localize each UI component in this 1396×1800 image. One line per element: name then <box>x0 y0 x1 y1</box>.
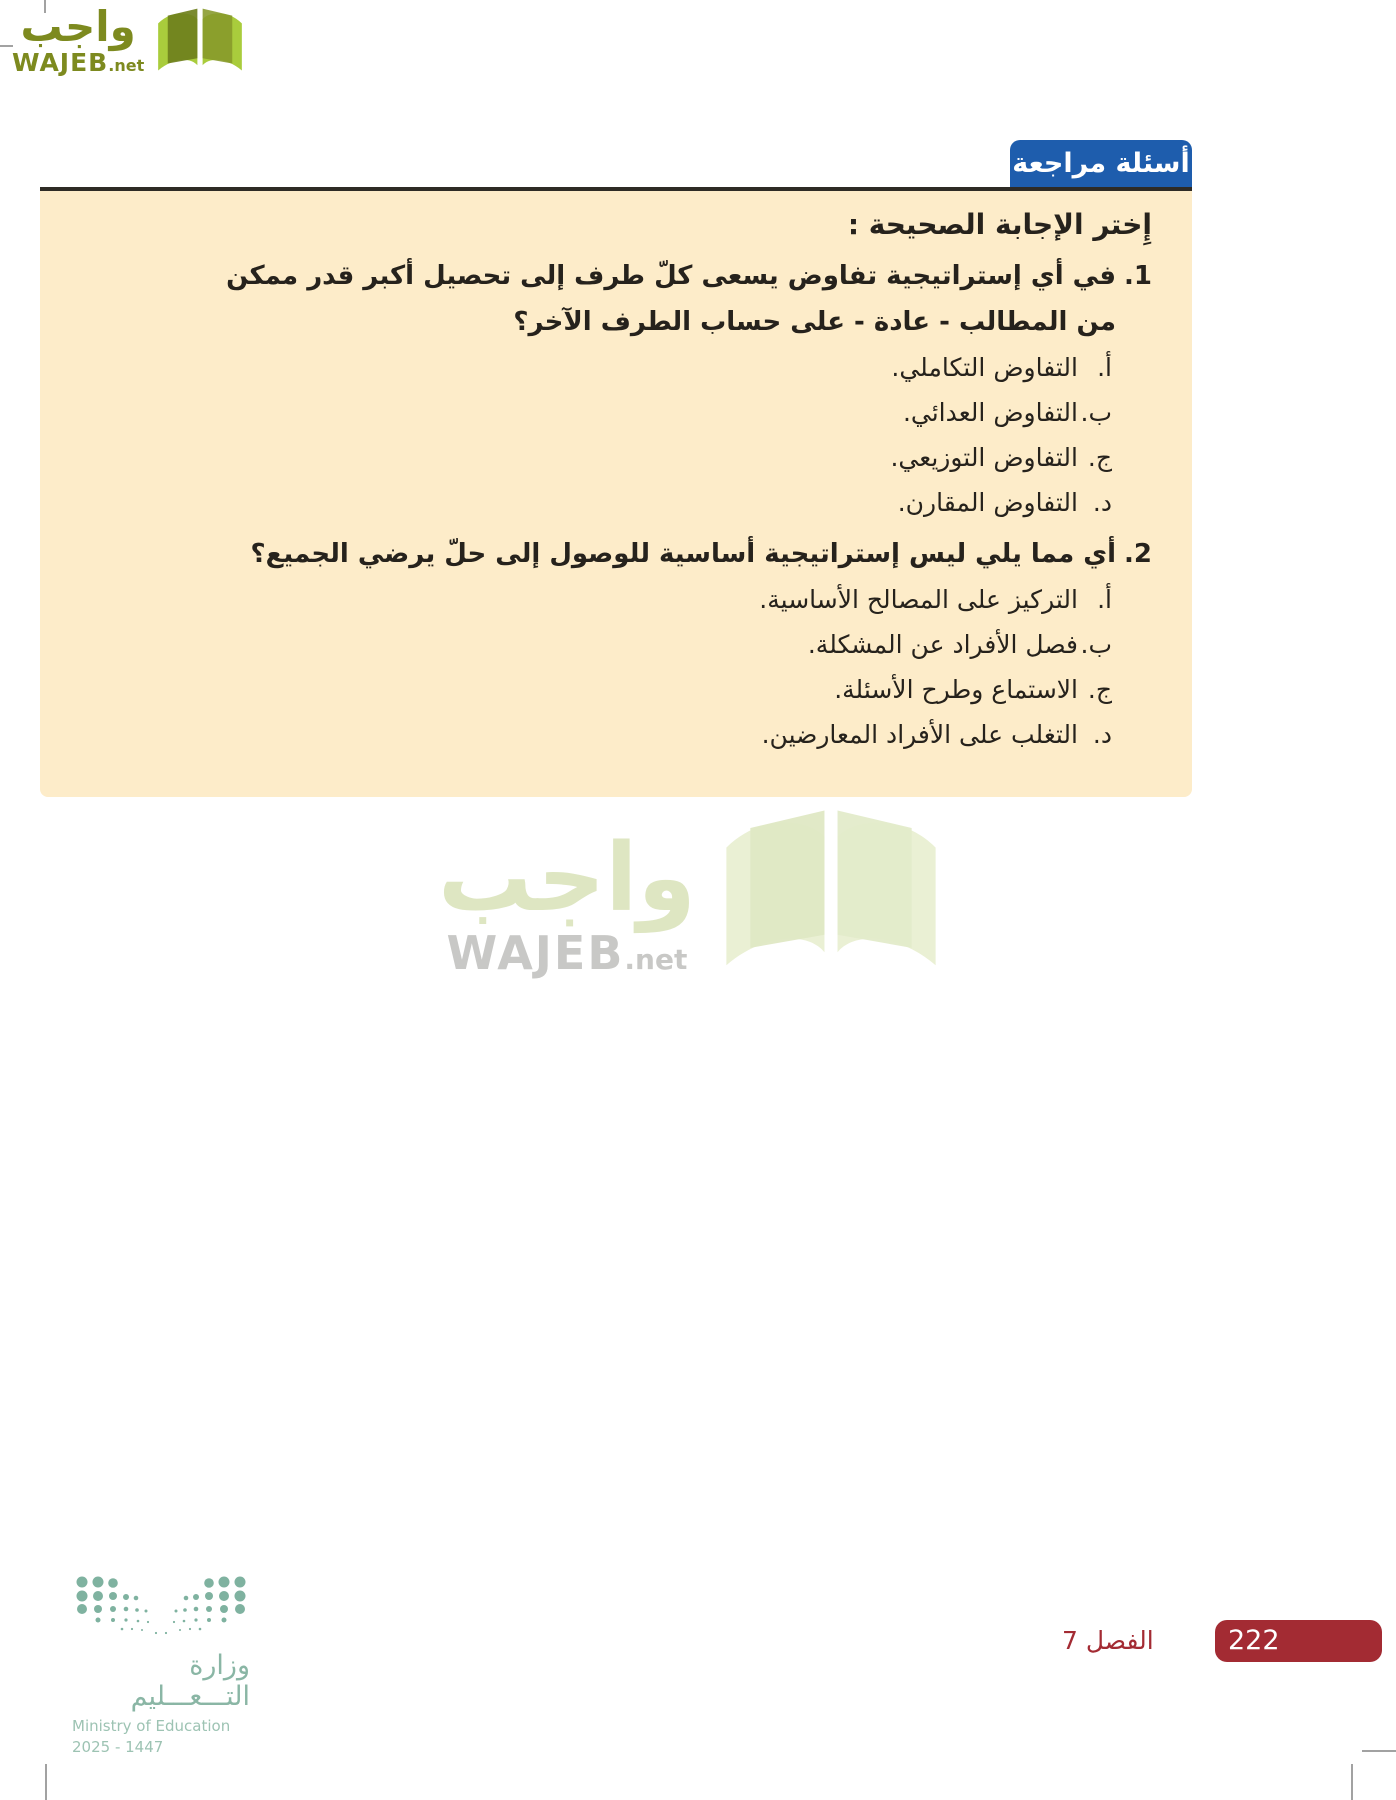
question-2 <box>100 531 1152 577</box>
review-questions-badge <box>1010 140 1192 187</box>
page-number: 222 <box>1228 1625 1280 1656</box>
option-1b-letter: ب. <box>1080 398 1112 427</box>
option-1a-text: التفاوض التكاملي. <box>891 353 1078 382</box>
option-2d-text: التغلب على الأفراد المعارضين. <box>761 720 1078 749</box>
option-2b-letter: ب. <box>1080 630 1112 659</box>
quiz-panel <box>40 187 1192 797</box>
question-2-options <box>100 577 1112 757</box>
wajeb-watermark-arabic: واجب <box>438 824 696 933</box>
option-2a-letter: أ. <box>1097 585 1112 614</box>
option-2a-text: التركيز على المصالح الأساسية. <box>759 585 1078 614</box>
wajeb-watermark-text <box>438 798 696 980</box>
option-2d <box>100 712 1112 757</box>
option-2c-letter: ج. <box>1087 675 1112 704</box>
wajeb-watermark <box>438 798 940 980</box>
option-1b-text: التفاوض العدائي. <box>902 398 1078 427</box>
option-2c-text: الاستماع وطرح الأسئلة. <box>834 675 1078 704</box>
option-1c <box>100 435 1112 480</box>
wajeb-logo <box>12 2 244 77</box>
question-2-text: أي مما يلي ليس إستراتيجية أساسية للوصول إلى حلّ يرضي الجميع؟ <box>250 539 1116 569</box>
ministry-dots-icon <box>72 1572 250 1636</box>
option-2d-letter: د. <box>1092 720 1112 749</box>
option-2b-text: فصل الأفراد عن المشكلة. <box>807 630 1078 659</box>
option-2a <box>100 577 1112 622</box>
question-1-number: 1. <box>1124 261 1152 291</box>
option-1b <box>100 390 1112 435</box>
question-2-number: 2. <box>1124 539 1152 569</box>
option-1a-letter: أ. <box>1097 353 1112 382</box>
chapter-label: الفصل 7 <box>1062 1626 1154 1655</box>
open-book-icon <box>156 6 244 74</box>
crop-mark <box>1351 1764 1353 1800</box>
ministry-of-education-logo <box>72 1572 272 1756</box>
option-1c-letter: ج. <box>1087 443 1112 472</box>
quiz-instruction: إِختر الإجابة الصحيحة : <box>847 208 1152 241</box>
wajeb-watermark-tld: .net <box>624 943 688 976</box>
wajeb-logo-name: WAJEB <box>12 48 109 77</box>
wajeb-logo-latin <box>12 48 144 77</box>
wajeb-logo-arabic: واجب <box>20 2 136 51</box>
question-1-text: في أي إستراتيجية تفاوض يسعى كلّ طرف إلى تحصيل أكبر قدر ممكن من المطالب - عادة - على حساب الطرف الآخر؟ <box>226 261 1116 337</box>
ministry-years: 2025 - 1447 <box>72 1738 164 1756</box>
question-1-options <box>100 345 1112 525</box>
option-2c <box>100 667 1112 712</box>
option-1d-letter: د. <box>1092 488 1112 517</box>
wajeb-logo-text <box>12 2 145 77</box>
ministry-english-title: Ministry of Education <box>72 1717 231 1735</box>
crop-mark <box>1362 1750 1396 1752</box>
wajeb-watermark-latin <box>438 926 696 980</box>
wajeb-logo-tld: .net <box>108 56 145 75</box>
option-1d <box>100 480 1112 525</box>
page-number-badge <box>1215 1620 1382 1662</box>
option-1d-text: التفاوض المقارن. <box>897 488 1078 517</box>
review-questions-label: أسئلة مراجعة <box>1012 148 1190 179</box>
open-book-watermark-icon <box>722 798 940 980</box>
ministry-arabic-title: وزارة التـــعـــليم <box>130 1650 250 1712</box>
question-1 <box>100 253 1152 345</box>
option-1a <box>100 345 1112 390</box>
wajeb-watermark-name: WAJEB <box>446 926 625 980</box>
option-1c-text: التفاوض التوزيعي. <box>890 443 1078 472</box>
option-2b <box>100 622 1112 667</box>
crop-mark <box>45 1764 47 1800</box>
